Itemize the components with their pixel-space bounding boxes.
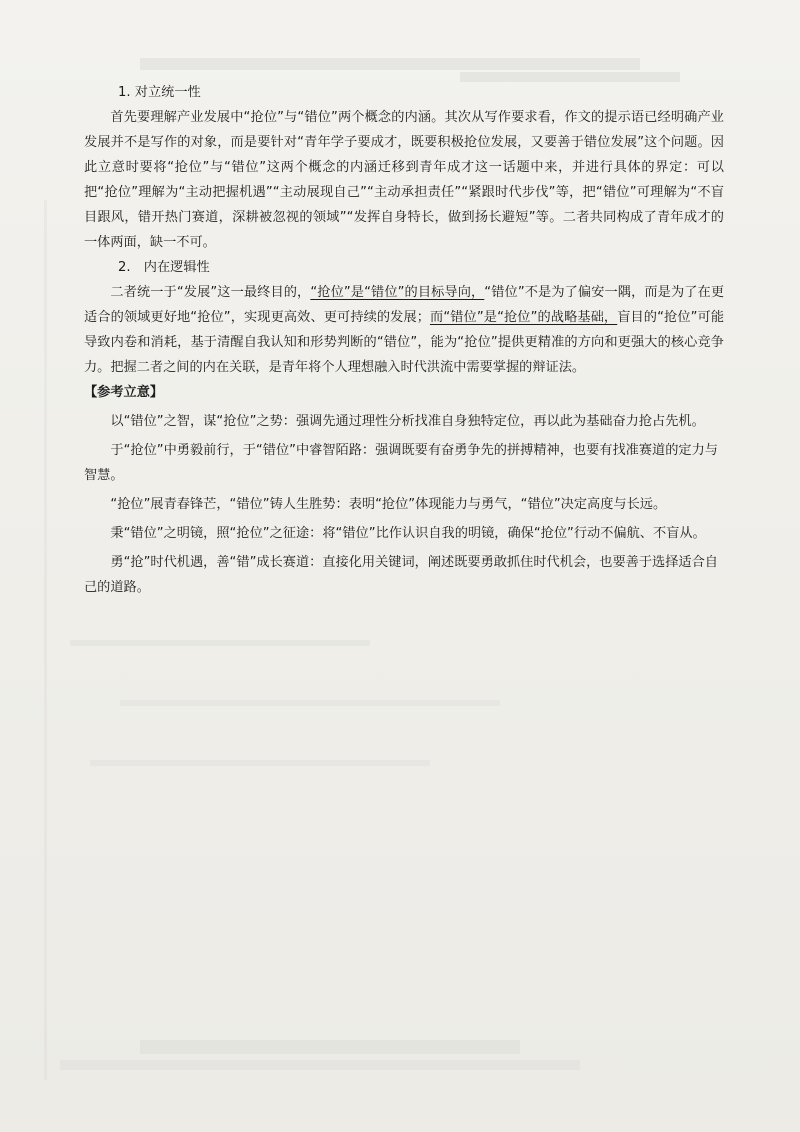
text-span: “错位”不是为了偏安一隅，而是为了在更适合的领域更好地“抢位”，实现更高效、更可持续的发展； [84, 285, 725, 325]
reference-item: 秉“错位”之明镜，照“抢位”之征途：将“错位”比作认识自我的明镜，确保“抢位”行动不偏航、不盲从。 [110, 526, 706, 541]
bleed-through-mark [140, 58, 640, 70]
text-span: 盲目的“抢位”可能导致内卷和消耗，基于清醒自我认知和形势判断的“错位”，能为“抢位”提供更精准的方向和更强大的核心竞争力。把握二者之间的内在关联，是青年将个人理想融入时代洪流中需要掌握的辩证法。 [84, 310, 725, 375]
underlined-text: “抢位”是“错位”的目标导向， [310, 285, 485, 300]
paragraph: 首先要理解产业发展中“抢位”与“错位”两个概念的内涵。其次从写作要求看，作文的提示语已经明确产业发展并不是写作的对象，而是要针对“青年学子要成才，既要积极抢位发展，又要善于错位发展”这个问题。因此立意时要将“抢位”与“错位”这两个概念的内涵迁移到青年成才这一话题中来，并进行具体的界定：可以把“抢位”理解为“主动把握机遇”“主动展现自己”“主动承担责任”“紧跟时代步伐”等，把“错位”可理解为“不盲目跟风，错开热门赛道，深耕被忽视的领域”“发挥自身特长，做到扬长避短”等。二者共同构成了青年成才的一体两面，缺一不可。 [84, 110, 724, 250]
text-span: 二者统一于“发展”这一最终目的， [110, 285, 311, 300]
reference-item: 以“错位”之智，谋“抢位”之势：强调先通过理性分析找准自身独特定位，再以此为基础奋力抢占先机。 [110, 414, 705, 429]
paragraph [84, 280, 724, 380]
bleed-through-mark [60, 1060, 580, 1070]
reference-list [84, 409, 724, 600]
bleed-through-mark [120, 700, 500, 706]
reference-item: “抢位”展青春锋芒，“错位”铸人生胜势：表明“抢位”体现能力与勇气，“错位”决定高度与长远。 [110, 497, 667, 512]
bleed-through-mark [44, 200, 47, 1080]
section-heading: 1. 对立统一性 [118, 85, 201, 100]
bleed-through-mark [140, 1040, 520, 1054]
reference-item: 于“抢位”中勇毅前行，于“错位”中睿智陌路：强调既要有奋勇争先的拼搏精神，也要有找准赛道的定力与智慧。 [84, 443, 718, 483]
reference-item: 勇“抢”时代机遇，善“错”成长赛道：直接化用关键词，阐述既要勇敢抓住时代机会，也要善于选择适合自己的道路。 [84, 555, 718, 595]
underlined-text: 而“错位”是“抢位”的战略基础， [429, 310, 618, 325]
bleed-through-mark [90, 760, 430, 766]
bleed-through-mark [70, 640, 370, 646]
section-heading: 2. 内在逻辑性 [118, 260, 210, 275]
reference-heading: 【参考立意】 [84, 385, 164, 400]
document-body [84, 80, 724, 600]
